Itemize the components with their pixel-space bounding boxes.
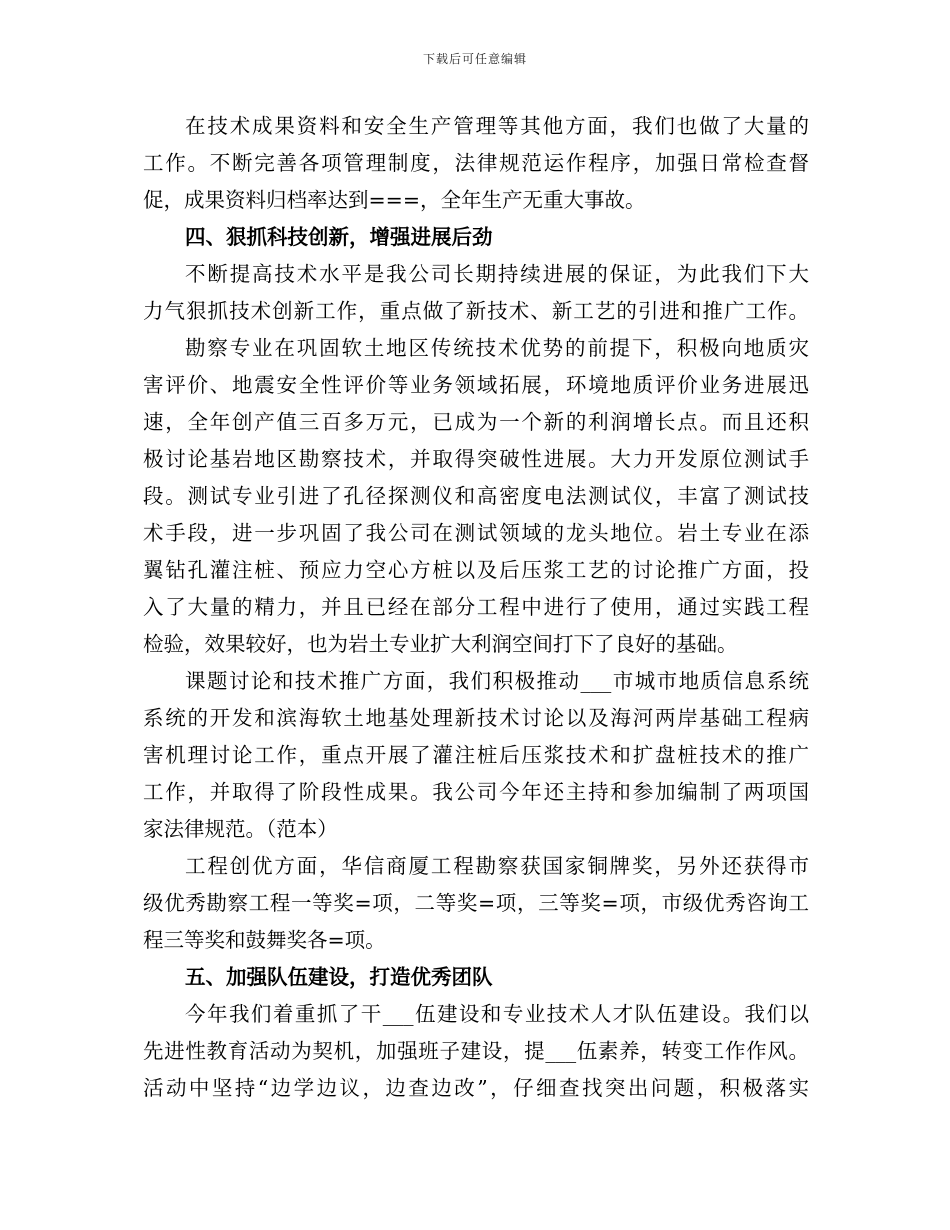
text-line: 促，成果资料归档率达到===，全年生产无重大事故。 [143, 188, 646, 212]
text-line: 先进性教育活动为契机，加强班子建设，提___伍素养，转变工作作风。 [143, 1039, 809, 1063]
text-line: 课题讨论和技术推广方面，我们积极推动___市城市地质信息系统 [185, 669, 809, 693]
text-line: 害机理讨论工作，重点开展了灌注桩后压浆技术和扩盘桩技术的推广 [143, 743, 809, 767]
text-line: 勘察专业在巩固软土地区传统技术优势的前提下，积极向地质灾 [185, 336, 809, 360]
text-line: 段。测试专业引进了孔径探测仪和高密度电法测试仪，丰富了测试技 [143, 484, 809, 508]
text-line: 术手段，进一步巩固了我公司在测试领域的龙头地位。岩土专业在添 [143, 521, 809, 545]
text-line: 力气狠抓技术创新工作，重点做了新技术、新工艺的引进和推广工作。 [143, 299, 809, 323]
page-header: 下载后可任意编辑 [422, 52, 527, 66]
text-line: 系统的开发和滨海软土地基处理新技术讨论以及海河两岸基础工程病 [143, 706, 809, 730]
text-line: 工作，并取得了阶段性成果。我公司今年还主持和参加编制了两项国 [143, 780, 809, 804]
document-body [143, 108, 809, 1107]
text-line: 速，全年创产值三百多万元，已成为一个新的利润增长点。而且还积 [143, 410, 809, 434]
text-line: 检验，效果较好，也为岩土专业扩大利润空间打下了良好的基础。 [143, 632, 738, 656]
text-line: 程三等奖和鼓舞奖各=项。 [143, 928, 386, 952]
section-heading: 四、狠抓科技创新，增强进展后劲 [185, 225, 493, 249]
text-line: 活动中坚持“边学边议，边查边改”，仔细查找突出问题，积极落实 [143, 1076, 809, 1100]
section-heading: 五、加强队伍建设，打造优秀团队 [185, 965, 493, 989]
text-line: 在技术成果资料和安全生产管理等其他方面，我们也做了大量的 [185, 114, 809, 138]
text-line: 入了大量的精力，并且已经在部分工程中进行了使用，通过实践工程 [143, 595, 809, 619]
text-line: 极讨论基岩地区勘察技术，并取得突破性进展。大力开发原位测试手 [143, 447, 809, 471]
text-line: 今年我们着重抓了干___伍建设和专业技术人才队伍建设。我们以 [185, 1002, 809, 1026]
text-line: 翼钻孔灌注桩、预应力空心方桩以及后压浆工艺的讨论推广方面，投 [143, 558, 809, 582]
text-line: 家法律规范。（范本） [143, 817, 338, 841]
text-line: 工作。不断完善各项管理制度，法律规范运作程序，加强日常检查督 [143, 151, 809, 175]
text-line: 级优秀勘察工程一等奖=项，二等奖=项，三等奖=项，市级优秀咨询工 [143, 891, 809, 915]
text-line: 害评价、地震安全性评价等业务领域拓展，环境地质评价业务进展迅 [143, 373, 809, 397]
text-line: 不断提高技术水平是我公司长期持续进展的保证，为此我们下大 [185, 262, 809, 286]
text-line: 工程创优方面，华信商厦工程勘察获国家铜牌奖，另外还获得市 [185, 854, 809, 878]
